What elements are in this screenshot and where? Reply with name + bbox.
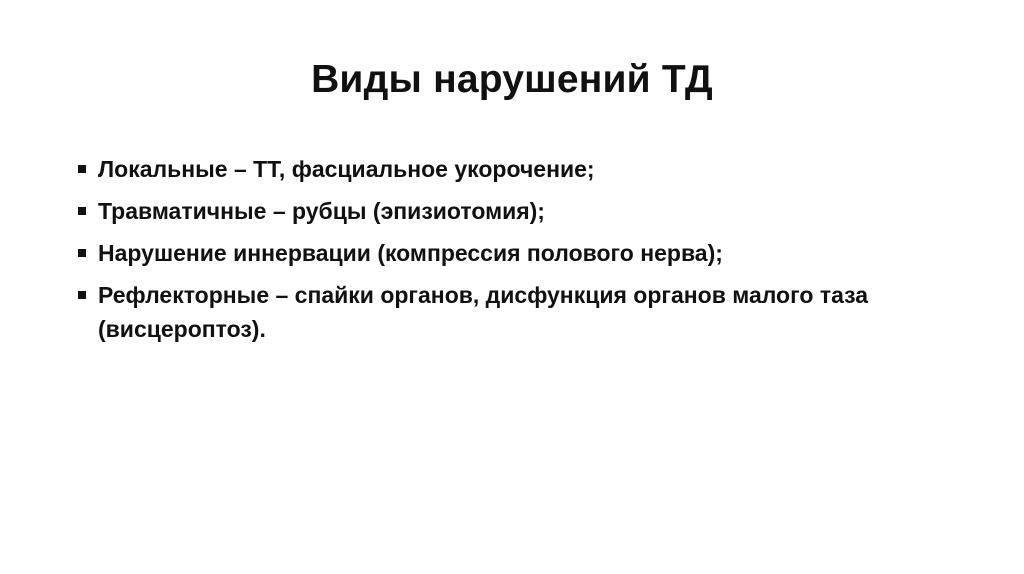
square-bullet-icon xyxy=(78,291,86,299)
bullet-list xyxy=(76,152,956,354)
square-bullet-icon xyxy=(78,165,86,173)
bullet-text: Нарушение иннервации (компрессия полового нерва); xyxy=(98,240,723,266)
bullet-item xyxy=(76,278,956,346)
bullet-text: Локальные – ТТ, фасциальное укорочение; xyxy=(98,156,595,182)
square-bullet-icon xyxy=(78,249,86,257)
bullet-item xyxy=(76,236,956,270)
bullet-item xyxy=(76,194,956,228)
bullet-text: Рефлекторные – спайки органов, дисфункция органов малого таза (висцероптоз). xyxy=(98,282,869,342)
slide-title: Виды нарушений ТД xyxy=(311,58,713,101)
bullet-item xyxy=(76,152,956,186)
square-bullet-icon xyxy=(78,207,86,215)
bullet-text: Травматичные – рубцы (эпизиотомия); xyxy=(98,198,545,224)
